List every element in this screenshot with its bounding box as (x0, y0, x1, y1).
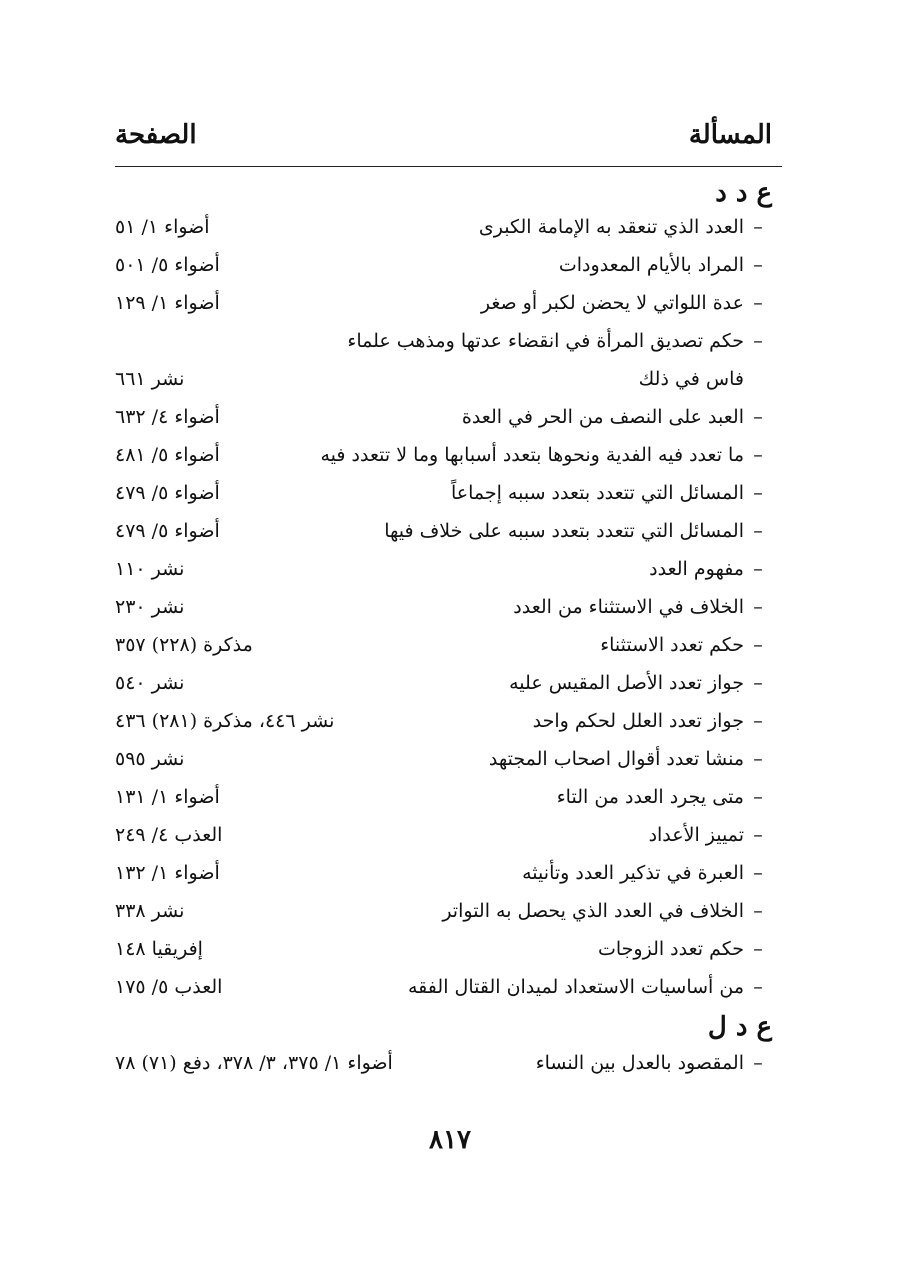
index-entry (115, 254, 772, 288)
entry-topic-text: متى يجرد العدد من التاء (556, 786, 744, 808)
entry-topic (522, 862, 772, 884)
entry-topic (557, 786, 772, 808)
entry-topic-text: حكم تعدد الزوجات (598, 938, 744, 960)
index-entry (115, 748, 772, 782)
entry-topic (451, 482, 772, 504)
entry-topic-text: جواز تعدد العلل لحكم واحد (532, 710, 744, 732)
entry-page-reference: نشر ٥٤٠ (115, 672, 185, 694)
entry-topic-text: حكم تعدد الاستثناء (600, 634, 744, 656)
index-entry (115, 1052, 772, 1086)
index-entry (115, 482, 772, 516)
entry-dash: – (753, 672, 763, 694)
section-heading: ع د د (715, 178, 772, 208)
entry-page-reference: نشر ٦٦١ (115, 368, 185, 390)
entry-topic (479, 216, 772, 238)
index-entry (115, 824, 772, 858)
entry-page-reference: أضواء ٥/ ٥٠١ (115, 254, 220, 276)
entry-page-reference: إفريقيا ١٤٨ (115, 938, 203, 960)
page-number: ٨١٧ (429, 1125, 471, 1155)
header-rule (115, 166, 782, 167)
index-entry (115, 900, 772, 934)
entry-dash: – (753, 862, 763, 884)
entry-dash: – (753, 710, 763, 732)
entry-topic (559, 254, 772, 276)
index-entry (115, 672, 772, 706)
entry-dash: – (753, 596, 763, 618)
entry-topic (509, 672, 772, 694)
entry-page-reference: أضواء ١/ ١٣١ (115, 786, 220, 808)
entry-dash: – (753, 558, 763, 580)
entry-page-reference: العذب ٥/ ١٧٥ (115, 976, 223, 998)
entry-topic-text: تمييز الأعداد (648, 824, 744, 846)
entry-topic-text: جواز تعدد الأصل المقيس عليه (509, 672, 744, 694)
entry-dash: – (753, 824, 763, 846)
index-entry (115, 444, 772, 478)
entry-topic (600, 634, 772, 656)
entry-topic (408, 976, 772, 998)
entry-dash: – (753, 1052, 763, 1074)
entry-topic (320, 444, 772, 466)
index-entry (115, 976, 772, 1010)
entry-dash: – (753, 292, 763, 314)
entry-topic-text: المسائل التي تتعدد بتعدد سببه على خلاف فيها (384, 520, 744, 542)
entry-topic-text: المسائل التي تتعدد بتعدد سببه إجماعاً (450, 482, 744, 504)
entry-topic (649, 558, 772, 580)
entry-topic-text: ما تعدد فيه الفدية ونحوها بتعدد أسبابها وما لا تتعدد فيه (320, 444, 744, 466)
entry-page-reference: أضواء ٥/ ٤٧٩ (115, 482, 220, 504)
entry-dash: – (753, 938, 763, 960)
entry-page-reference: نشر ٢٣٠ (115, 596, 185, 618)
index-entry (115, 330, 772, 364)
entry-page-reference: أضواء ١/ ٥١ (115, 216, 210, 238)
entry-topic-text: الخلاف في العدد الذي يحصل به التواتر (442, 900, 744, 922)
entry-topic (489, 748, 772, 770)
entry-page-reference: نشر ٥٩٥ (115, 748, 185, 770)
entry-topic (536, 1052, 772, 1074)
entry-page-reference: أضواء ١/ ٣٧٥، ٣/ ٣٧٨، دفع (٧١) ٧٨ (115, 1052, 393, 1074)
index-entry (115, 596, 772, 630)
entry-dash: – (753, 976, 763, 998)
entry-page-reference: أضواء ٥/ ٤٨١ (115, 444, 220, 466)
index-entry (115, 786, 772, 820)
entry-topic-text: العبد على النصف من الحر في العدة (461, 406, 744, 428)
entry-topic (347, 330, 772, 352)
entry-page-reference: نشر ٣٣٨ (115, 900, 185, 922)
entry-dash: – (753, 216, 763, 238)
entry-dash: – (753, 520, 763, 542)
entry-dash: – (753, 444, 763, 466)
entry-page-reference: نشر ٤٤٦، مذكرة (٢٨١) ٤٣٦ (115, 710, 335, 732)
section-heading: ع د ل (707, 1012, 772, 1042)
index-entry (115, 292, 772, 326)
entry-topic-text: مفهوم العدد (649, 558, 744, 580)
entry-topic (481, 292, 772, 314)
entry-dash: – (753, 254, 763, 276)
entry-topic-text: فاس في ذلك (638, 368, 744, 390)
entry-topic (598, 938, 772, 960)
index-entry (115, 634, 772, 668)
index-header (115, 120, 772, 164)
entry-dash: – (753, 330, 763, 352)
entry-topic (442, 900, 772, 922)
index-entry (115, 938, 772, 972)
entry-topic (462, 406, 772, 428)
entry-topic (384, 520, 772, 542)
topic-column-heading: المسألة (688, 120, 772, 150)
index-entry (115, 368, 772, 402)
entry-topic-text: المراد بالأيام المعدودات (558, 254, 744, 276)
index-entry (115, 558, 772, 592)
index-entry (115, 862, 772, 896)
entry-topic-text: من أساسيات الاستعداد لميدان القتال الفقه (408, 976, 744, 998)
entry-topic-text: حكم تصديق المرأة في انقضاء عدتها ومذهب علماء (347, 330, 744, 352)
entry-dash: – (753, 786, 763, 808)
entry-page-reference: أضواء ٥/ ٤٧٩ (115, 520, 220, 542)
entry-page-reference: أضواء ١/ ١٣٢ (115, 862, 220, 884)
entry-page-reference: مذكرة (٢٢٨) ٣٥٧ (115, 634, 253, 656)
entry-page-reference: نشر ١١٠ (115, 558, 185, 580)
entry-page-reference: العذب ٤/ ٢٤٩ (115, 824, 223, 846)
entry-topic-text: العبرة في تذكير العدد وتأنيثه (522, 862, 744, 884)
page-column-heading: الصفحة (115, 120, 197, 150)
entry-dash: – (753, 406, 763, 428)
index-entry (115, 710, 772, 744)
entry-dash: – (753, 900, 763, 922)
index-entry (115, 406, 772, 440)
entry-dash: – (753, 634, 763, 656)
entry-topic-text: العدد الذي تنعقد به الإمامة الكبرى (478, 216, 744, 238)
entry-topic (639, 368, 744, 390)
index-entry (115, 520, 772, 554)
entry-topic-text: منشا تعدد أقوال اصحاب المجتهد (488, 748, 744, 770)
entry-page-reference: أضواء ١/ ١٢٩ (115, 292, 220, 314)
entry-dash: – (753, 748, 763, 770)
entry-topic (513, 596, 772, 618)
entry-dash: – (753, 482, 763, 504)
entry-topic (649, 824, 772, 846)
entry-topic (533, 710, 772, 732)
entry-topic-text: عدة اللواتي لا يحضن لكبر أو صغر (480, 292, 744, 314)
entry-topic-text: المقصود بالعدل بين النساء (535, 1052, 744, 1074)
entry-page-reference: أضواء ٤/ ٦٣٢ (115, 406, 220, 428)
index-entry (115, 216, 772, 250)
entry-topic-text: الخلاف في الاستثناء من العدد (513, 596, 744, 618)
